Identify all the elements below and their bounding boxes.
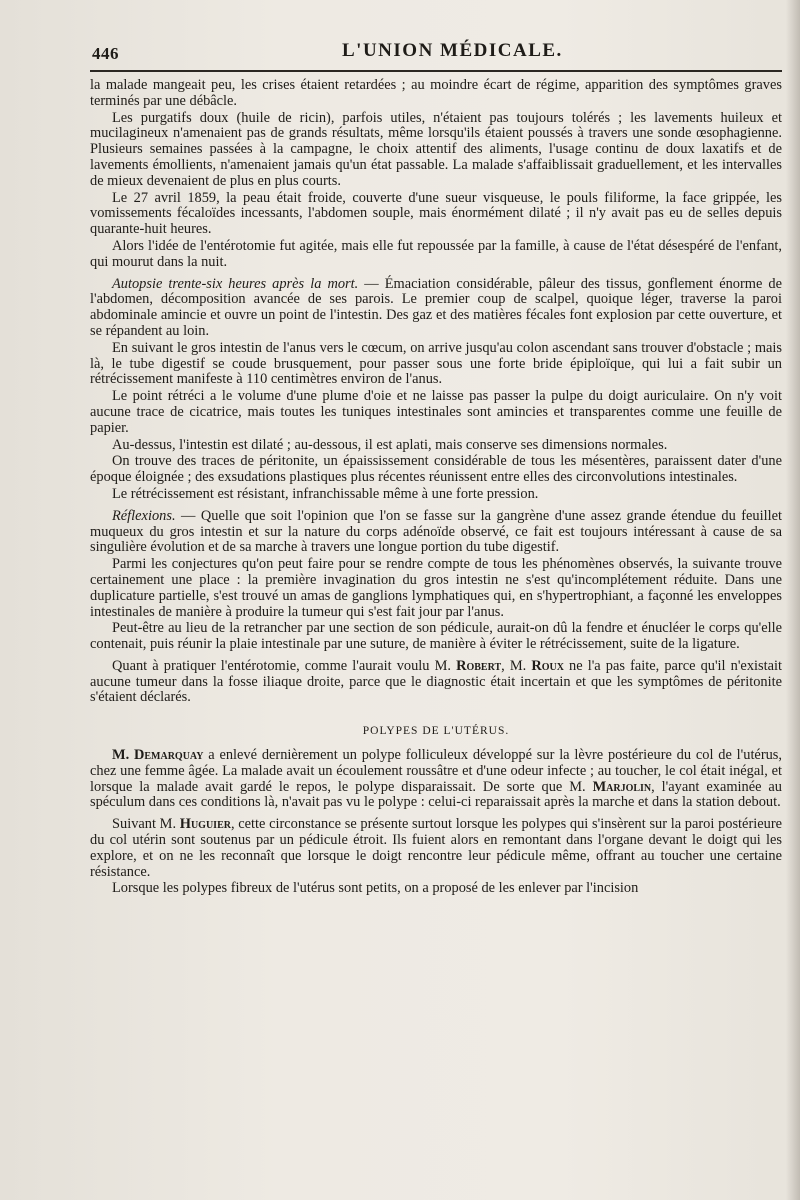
author-name: Roux [531, 657, 564, 674]
paragraph: Alors l'idée de l'entérotomie fut agitée, mais elle fut repoussée par la famille, à cause de l'état désespéré de l'enfant, qui mourut dans la nuit. [90, 237, 782, 270]
reflexions-heading: Réflexions. [112, 507, 176, 524]
paragraph-text: — Quelle que soit l'opinion que l'on se fasse sur la gangrène d'une assez grande étendue du feuillet muqueux du gros intestin et sur la nature du corps adénoïde observé, ce fait est toujours intéressant à cause de sa singulière évolution et de sa marche à travers une longue portion du tube digestif. [90, 507, 782, 556]
paragraph: Le rétrécissement est résistant, infranchissable même à une forte pression. [112, 485, 539, 502]
paragraph-text: ne l'a pas faite, parce qu'il n'existait aucune tumeur dans la fosse iliaque droite, parce que le diagnostic était incertain et que les symptômes de péritonite s'étaient déclarés. [90, 657, 782, 706]
running-title: L'UNION MÉDICALE. [342, 40, 563, 61]
header-rule [90, 70, 782, 72]
page-edge-shadow [786, 0, 800, 1200]
paragraph: Peut-être au lieu de la retrancher par une section de son pédicule, aurait-on dû la fendre et énucléer le corps qu'elle contenait, puis réunir la plaie intestinale par une suture, de manière à éviter le rétrécissement, suite de la ligature. [90, 620, 782, 653]
paragraph: Le 27 avril 1859, la peau était froide, couverte d'une sueur visqueuse, le pouls filiforme, la face grippée, les vomissements fécaloïdes incessants, l'abdomen souple, mais énormément dilaté ; il n'y avait pas eu de selles depuis quarante-huit heures. [90, 189, 782, 238]
paragraph: Au-dessus, l'intestin est dilaté ; au-dessous, il est aplati, mais conserve ses dimensions normales. [112, 436, 668, 453]
paragraph-text: Quant à pratiquer l'entérotomie, comme l'aurait voulu M. [112, 657, 457, 674]
author-name: Robert [456, 657, 502, 674]
paragraph: la malade mangeait peu, les crises étaient retardées ; au moindre écart de régime, apparition des symptômes graves terminés par une débâcle. [90, 77, 782, 109]
paragraph: Le point rétréci a le volume d'une plume d'oie et ne laisse pas passer la pulpe du doigt auriculaire. On n'y voit aucune trace de cicatrice, mais toutes les tuniques intestinales sont amincies et transparentes comme une feuille de papier. [90, 388, 782, 436]
paragraph: Lorsque les polypes fibreux de l'utérus sont petits, on a proposé de les enlever par l'incision [112, 880, 639, 897]
paragraph: On trouve des traces de péritonite, un épaississement considérable de tous les mésentères, paraissent dater d'une époque éloignée ; des exsudations plastiques plus récentes réunissent entre elles des circonvolutions intestinales. [90, 453, 782, 486]
paragraph: En suivant le gros intestin de l'anus vers le cœcum, on arrive jusqu'au colon ascendant sans trouver d'obstacle ; mais là, le tube digestif se coude brusquement, pour passer sous une forte bride épiploïque, qui lui a fait subir un rétrécissement manifeste à 110 centimètres environ de l'anus. [90, 339, 782, 388]
paragraph [90, 277, 782, 340]
section-title: POLYPES DE L'UTÉRUS. [362, 725, 510, 738]
paragraph-text: Suivant M. [112, 816, 180, 833]
body-text [90, 78, 782, 898]
paragraph [90, 817, 782, 880]
page-header [92, 30, 784, 70]
paragraph-text: a enlevé dernièrement un polype folliculeux développé sur la lèvre postérieure du col de l'utérus, chez une femme âgée. La malade avait un écoulement roussâtre et d'une odeur infecte ; au toucher, le col était inégal, et lorsque la malade avait gardé le repos, le polype disparaissait. De sorte que M. [90, 747, 783, 795]
paragraph [90, 509, 782, 556]
paragraph [90, 659, 782, 706]
paragraph-text: , cette circonstance se présente surtout lorsque les polypes qui s'insèrent sur la paroi postérieure du col utérin sont soutenus par un pédicule étroit. Ils fuient alors en remontant dans l'organe devant le doigt qui les explore, et on ne les reconnaît que lorsque le doigt rencontre leur pédicule même, offrant au toucher une certaine résistance. [90, 816, 782, 880]
paragraph-text: — Émaciation considérable, pâleur des tissus, gonflement énorme de l'abdomen, décomposition avancée de ses parois. Le premier coup de scalpel, quoique léger, traverse la paroi abdominale amincie et ouvre un point de l'intestin. Des gaz et des matières fécales font explosion par cette ouverture, et se répandent au loin. [90, 275, 782, 339]
paragraph [90, 748, 782, 811]
page-number: 446 [92, 44, 119, 63]
author-name: Huguier [179, 816, 231, 833]
autopsy-heading: Autopsie trente-six heures après la mort. [112, 275, 359, 292]
paragraph-text: , l'ayant examinée au spéculum dans ces conditions là, n'avait pas vu le polype : celui-ci reparaissait après la marche et dans la station debout. [90, 778, 782, 811]
paragraph-text: , M. [501, 657, 532, 674]
paragraph: Parmi les conjectures qu'on peut faire pour se rendre compte de tous les phénomènes observés, la suivante trouve certainement une place : la première invagination du gros intestin ne s'est qu'incomplétement réduite. Dans une duplicature partielle, s'est trouvé un amas de ganglions lymphatiques qui, en s'hypertrophiant, a façonné les enveloppes intestinales de manière à produire la tumeur qui s'est fait jour par l'anus. [90, 556, 782, 620]
paragraph: Les purgatifs doux (huile de ricin), parfois utiles, n'étaient pas toujours tolérés ; les lavements huileux et mucilagineux n'amenaient pas de grands résultats, même lorsqu'ils étaient poussés à travers une sonde œsophagienne. Plusieurs semaines passées à la campagne, le choix attentif des aliments, l'usage continu de doux laxatifs et de lavements émollients, n'amenaient jamais qu'un état passable. La malade s'affaiblissait graduellement, et les intervalles de mieux devenaient de plus en plus courts. [90, 109, 782, 189]
author-name: M. Demarquay [112, 747, 204, 764]
author-name: Marjolin [592, 778, 652, 795]
